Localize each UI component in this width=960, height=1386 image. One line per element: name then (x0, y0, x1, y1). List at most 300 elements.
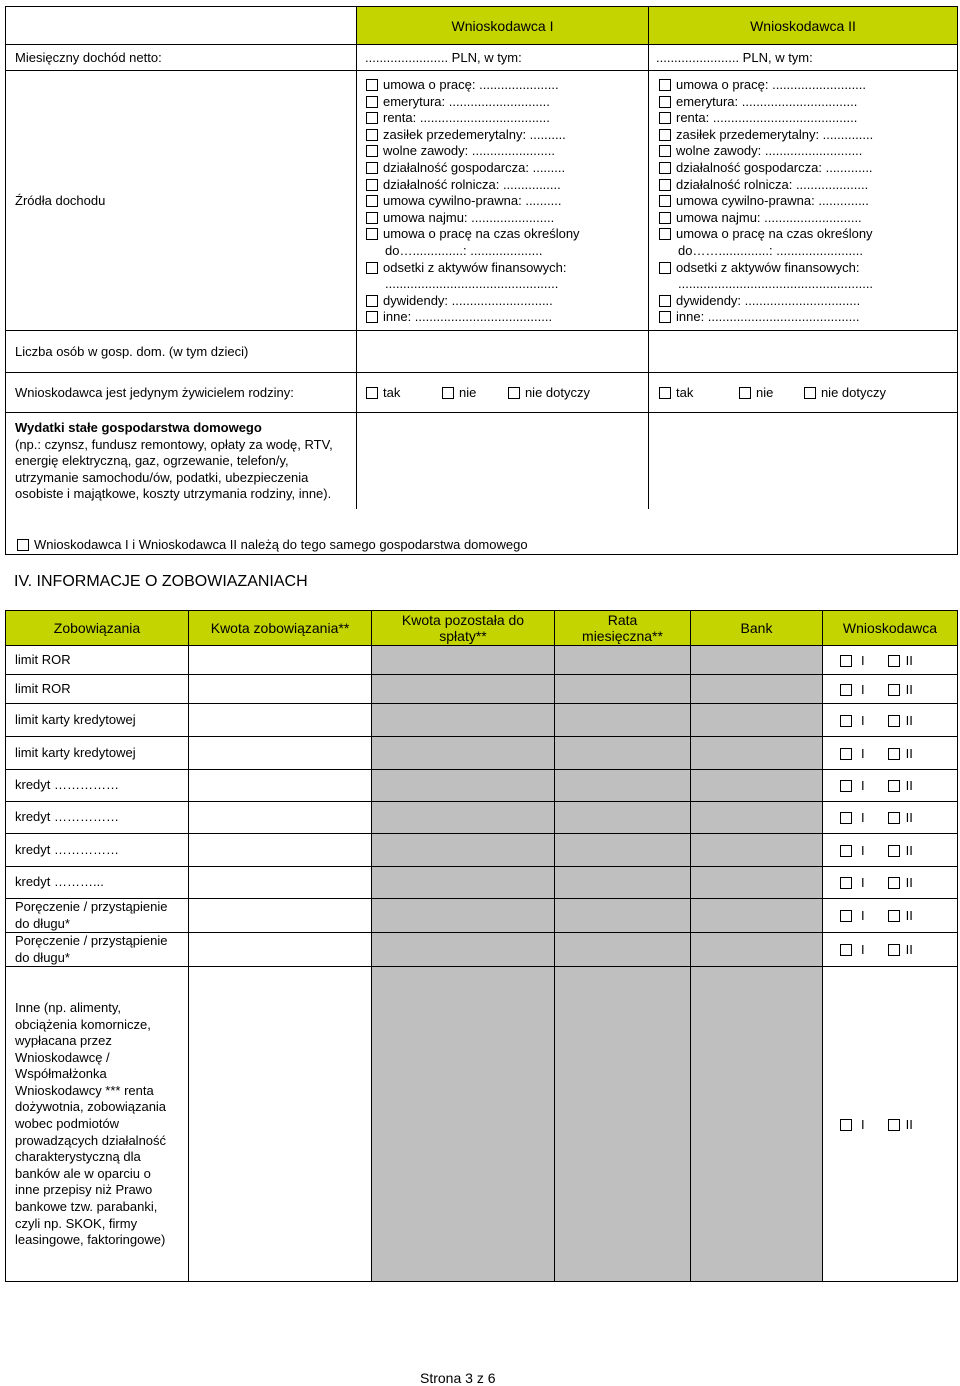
sources-label: Źródła dochodu (15, 193, 106, 208)
liability-row (6, 737, 958, 770)
checkbox-icon[interactable] (840, 812, 852, 824)
checkbox-icon[interactable] (888, 1119, 900, 1131)
expenses-col1-input[interactable] (357, 413, 648, 509)
liability-row (6, 834, 958, 867)
liability-name: kredyt …………… (15, 841, 120, 857)
applicant-ii-label: II (905, 681, 913, 697)
checkbox-icon[interactable] (888, 655, 900, 667)
liability-remaining-input[interactable] (372, 867, 555, 899)
same-household-label: Wnioskodawca I i Wnioskodawca II należą do tego samego gospodarstwa domowego (34, 537, 528, 552)
checkbox-icon[interactable] (888, 910, 900, 922)
applicant-i-label: I (861, 745, 865, 761)
liability-applicant-cell (823, 675, 958, 704)
col-header-remaining-text: Kwota pozostała do spłaty** (401, 612, 525, 644)
liability-remaining-input[interactable] (372, 675, 555, 704)
income-source-label: emerytura: ............................ (383, 93, 550, 109)
checkbox-icon[interactable] (888, 944, 900, 956)
checkbox-icon[interactable] (659, 79, 671, 91)
liability-amount-input[interactable] (189, 770, 372, 802)
liability-row (6, 646, 958, 675)
liability-installment-input[interactable] (555, 704, 691, 737)
header-wnioskodawca-2 (649, 7, 958, 45)
expenses-col2-input[interactable] (649, 413, 957, 509)
liability-amount-input[interactable] (189, 737, 372, 770)
applicant-i-label: I (861, 681, 865, 697)
applicant-ii-label: II (905, 745, 913, 761)
sole-col1-na[interactable] (508, 385, 590, 400)
checkbox-icon[interactable] (888, 845, 900, 857)
checkbox-icon[interactable] (659, 262, 671, 274)
sole-col1 (357, 373, 649, 413)
applicant-ii-label: II (905, 652, 913, 668)
applicant-i-label: I (861, 908, 865, 924)
liability-name: limit karty kredytowej (15, 711, 136, 727)
income-source-label: umowa o pracę: .......................... (676, 77, 867, 92)
checkbox-icon[interactable] (840, 910, 852, 922)
sole-col1-no[interactable] (442, 385, 476, 400)
income-source-label: dywidendy: ............................ (383, 292, 553, 308)
liability-installment-input[interactable] (555, 834, 691, 867)
liability-row (6, 899, 958, 933)
liability-name-cell (6, 933, 189, 967)
applicant-ii-label: II (905, 778, 913, 793)
income-source-item[interactable] (366, 226, 648, 243)
liability-row (6, 675, 958, 704)
page-number: Strona 3 z 6 (420, 1370, 496, 1386)
col-header-rata (555, 611, 691, 646)
income-source-label: działalność gospodarcza: ......... (383, 159, 566, 175)
liability-applicant-cell (823, 737, 958, 770)
applicant-i-option[interactable] (840, 713, 865, 728)
liability-amount-input[interactable] (189, 899, 372, 933)
sole-col1-yes[interactable] (366, 385, 400, 400)
checkbox-icon[interactable] (442, 387, 454, 399)
liability-remaining-input[interactable] (372, 704, 555, 737)
checkbox-icon[interactable] (840, 748, 852, 760)
liability-bank-input[interactable] (691, 802, 823, 834)
section-title: IV. INFORMACJE O ZOBOWIAZANIACH (14, 573, 308, 590)
liability-name: Poręczenie / przystąpienie do długu* (15, 899, 168, 931)
applicant-i-label: I (861, 778, 865, 793)
expenses-text-block (15, 420, 333, 503)
liability-installment-input[interactable] (555, 802, 691, 834)
income-source-label: odsetki z aktywów finansowych: (383, 259, 567, 275)
checkbox-icon[interactable] (366, 262, 378, 274)
income-source-label: ................................................ (385, 276, 559, 292)
checkbox-icon[interactable] (659, 162, 671, 174)
liability-applicant-cell (823, 933, 958, 967)
liability-bank-input[interactable] (691, 867, 823, 899)
liability-amount-input[interactable] (189, 646, 372, 675)
checkbox-icon[interactable] (840, 1119, 852, 1131)
col-header-bank-text: Bank (740, 620, 773, 636)
liability-remaining-input[interactable] (372, 967, 555, 1282)
income-source-item[interactable] (366, 160, 648, 177)
checkbox-icon[interactable] (366, 129, 378, 141)
persons-col2-input[interactable] (649, 331, 958, 373)
income-source-item[interactable] (366, 94, 648, 111)
liability-name-cell (6, 802, 189, 834)
income-source-label: emerytura: ................................ (676, 93, 858, 109)
income-source-label: działalność rolnicza: .................... (676, 176, 869, 192)
liability-name-cell (6, 967, 189, 1282)
checkbox-icon[interactable] (888, 715, 900, 727)
checkbox-icon[interactable] (366, 212, 378, 224)
income-source-item[interactable] (366, 260, 648, 277)
sole-label: Wnioskodawca jest jedynym żywicielem rodziny: (15, 385, 294, 400)
checkbox-icon[interactable] (659, 195, 671, 207)
applicant-i-label: I (861, 652, 865, 668)
income-source-item[interactable] (659, 143, 957, 160)
sole-na-label: nie dotyczy (524, 385, 590, 400)
checkbox-icon[interactable] (888, 684, 900, 696)
income-source-label: ...................................................... (678, 276, 874, 292)
applicant-ii-option[interactable] (888, 942, 913, 957)
checkbox-icon[interactable] (659, 179, 671, 191)
applicant-ii-option[interactable] (888, 875, 913, 890)
income-source-label: umowa cywilno-prawna: .............. (676, 193, 869, 209)
income-source-item[interactable] (659, 160, 957, 177)
income-source-label: zasiłek przedemerytalny: .......... (383, 126, 566, 142)
liability-amount-input[interactable] (189, 704, 372, 737)
income-source-item[interactable] (659, 177, 957, 194)
col-header-installment-text: Rata miesięczna** (582, 612, 663, 644)
same-household-row[interactable] (17, 537, 528, 552)
liability-name: kredyt ………... (15, 874, 104, 890)
liability-installment-input[interactable] (555, 675, 691, 704)
applicant-i-option[interactable] (840, 682, 865, 697)
sole-col2-na[interactable] (804, 385, 886, 400)
applicant-i-option[interactable] (840, 908, 865, 923)
liability-name: kredyt …………… (15, 809, 120, 825)
sources-col2 (649, 71, 958, 331)
col-header-wnioskodawca (823, 611, 958, 646)
income-source-label: odsetki z aktywów finansowych: (676, 259, 860, 275)
income-source-item[interactable] (659, 226, 957, 243)
persons-col1-input[interactable] (357, 331, 649, 373)
liability-name: kredyt …………… (15, 777, 120, 793)
liability-remaining-input[interactable] (372, 899, 555, 933)
persons-label-cell (6, 331, 357, 373)
applicant-i-option[interactable] (840, 746, 865, 761)
liability-installment-input[interactable] (555, 967, 691, 1282)
liability-applicant-cell (823, 704, 958, 737)
sole-label-cell (6, 373, 357, 413)
liability-applicant-cell (823, 770, 958, 802)
income-source-item[interactable] (366, 293, 648, 310)
liability-amount-input[interactable] (189, 967, 372, 1282)
liability-name: limit ROR (15, 680, 71, 696)
liability-name-cell (6, 770, 189, 802)
income-source-label: umowa cywilno-prawna: .......... (383, 193, 562, 209)
checkbox-icon[interactable] (840, 944, 852, 956)
checkbox-icon[interactable] (659, 129, 671, 141)
income-source-label: zasiłek przedemerytalny: .............. (676, 126, 874, 142)
income-source-label: umowa najmu: ....................... (383, 209, 555, 225)
sole-col2 (649, 373, 958, 413)
liability-bank-input[interactable] (691, 646, 823, 675)
liability-amount-input[interactable] (189, 834, 372, 867)
liability-installment-input[interactable] (555, 737, 691, 770)
applicant-ii-option[interactable] (888, 908, 913, 923)
liability-name-cell (6, 899, 189, 933)
sources-col2-list (659, 77, 957, 326)
checkbox-icon[interactable] (366, 195, 378, 207)
applicant-ii-label: II (905, 875, 913, 890)
liability-bank-input[interactable] (691, 899, 823, 933)
checkbox-icon[interactable] (366, 145, 378, 157)
applicant-ii-label: II (905, 1116, 913, 1132)
income-source-item (366, 276, 648, 293)
applicant-ii-option[interactable] (888, 682, 913, 697)
applicant-ii-label: II (905, 712, 913, 728)
header-col2-text: Wnioskodawca II (750, 17, 856, 34)
checkbox-icon[interactable] (888, 877, 900, 889)
applicant-ii-option[interactable] (888, 746, 913, 761)
income-source-label: renta: ........................................ (676, 110, 858, 126)
income-source-item[interactable] (366, 309, 648, 326)
liability-bank-input[interactable] (691, 967, 823, 1282)
income-source-item[interactable] (659, 94, 957, 111)
liability-bank-input[interactable] (691, 704, 823, 737)
checkbox-icon[interactable] (17, 539, 29, 551)
col-header-pozostala (372, 611, 555, 646)
income-source-item[interactable] (366, 177, 648, 194)
income-source-item[interactable] (659, 293, 957, 310)
checkbox-icon[interactable] (659, 212, 671, 224)
checkbox-icon[interactable] (840, 684, 852, 696)
checkbox-icon[interactable] (739, 387, 751, 399)
liability-name: Poręczenie / przystąpienie do długu* (15, 933, 168, 965)
income-source-label: renta: .................................... (383, 110, 550, 126)
expenses-cell (6, 413, 958, 555)
liability-remaining-input[interactable] (372, 802, 555, 834)
col-header-applicant-text: Wnioskodawca (842, 620, 938, 636)
income-source-label: inne: ...................................... (383, 309, 553, 325)
col-header-name-text: Zobowiązania (53, 620, 141, 636)
checkbox-icon[interactable] (366, 112, 378, 124)
checkbox-icon[interactable] (840, 780, 852, 792)
sole-yes-label: tak (383, 385, 401, 400)
checkbox-icon[interactable] (840, 655, 852, 667)
income-source-label: wolne zawody: ....................... (383, 143, 555, 159)
income-source-item[interactable] (659, 309, 957, 326)
persons-label: Liczba osób w gosp. dom. (w tym dzieci) (15, 344, 249, 359)
sole-yes-label: tak (676, 385, 694, 400)
col-header-zobowiazania (6, 611, 189, 646)
expenses-title: Wydatki stałe gospodarstwa domowego (15, 420, 262, 435)
liability-remaining-input[interactable] (372, 834, 555, 867)
sources-col1 (357, 71, 649, 331)
liability-row (6, 704, 958, 737)
liability-name-cell (6, 646, 189, 675)
liability-amount-input[interactable] (189, 867, 372, 899)
applicant-i-option[interactable] (840, 778, 865, 793)
liability-applicant-cell (823, 834, 958, 867)
liability-bank-input[interactable] (691, 770, 823, 802)
liability-installment-input[interactable] (555, 899, 691, 933)
col-header-bank (691, 611, 823, 646)
liability-installment-input[interactable] (555, 867, 691, 899)
checkbox-icon[interactable] (659, 295, 671, 307)
liability-bank-input[interactable] (691, 933, 823, 967)
liability-applicant-cell (823, 899, 958, 933)
sole-no-label: nie (458, 385, 477, 400)
income-source-item (659, 243, 957, 260)
liability-row (6, 802, 958, 834)
liability-bank-input[interactable] (691, 737, 823, 770)
income-source-label: inne: .......................................... (676, 309, 860, 325)
income-source-item[interactable] (659, 193, 957, 210)
applicant-ii-option[interactable] (888, 778, 913, 793)
applicant-i-label: I (861, 942, 865, 958)
liability-name: limit karty kredytowej (15, 744, 136, 760)
liability-amount-input[interactable] (189, 933, 372, 967)
liability-name-cell (6, 675, 189, 704)
liability-amount-input[interactable] (189, 675, 372, 704)
liability-row (6, 867, 958, 899)
applicant-ii-label: II (905, 942, 913, 958)
applicant-ii-option[interactable] (888, 653, 913, 668)
income-source-label: umowa o pracę na czas określony (676, 226, 873, 242)
applicant-i-option[interactable] (840, 942, 865, 957)
applicant-ii-option[interactable] (888, 843, 913, 858)
income-source-label: działalność gospodarcza: ............. (676, 159, 873, 175)
checkbox-icon[interactable] (366, 179, 378, 191)
checkbox-icon[interactable] (366, 387, 378, 399)
income-col1 (357, 45, 649, 71)
sources-col1-list (366, 77, 648, 326)
liability-name: limit ROR (15, 651, 71, 667)
checkbox-icon[interactable] (840, 845, 852, 857)
income-col2-text: ....................... PLN, w tym: (656, 50, 813, 65)
liability-bank-input[interactable] (691, 675, 823, 704)
applicant-ii-label: II (905, 810, 913, 825)
checkbox-icon[interactable] (840, 715, 852, 727)
income-source-item[interactable] (659, 210, 957, 227)
checkbox-icon[interactable] (659, 96, 671, 108)
applicant-ii-label: II (905, 842, 913, 858)
checkbox-icon[interactable] (840, 877, 852, 889)
income-source-item (659, 276, 957, 293)
sole-col2-no[interactable] (739, 385, 773, 400)
checkbox-icon[interactable] (888, 748, 900, 760)
checkbox-icon[interactable] (888, 780, 900, 792)
income-source-item (366, 243, 648, 260)
applicant-i-label: I (861, 842, 865, 858)
income-label: Miesięczny dochód netto: (15, 50, 162, 65)
liability-bank-input[interactable] (691, 834, 823, 867)
income-source-item[interactable] (366, 127, 648, 144)
liability-name: Inne (np. alimenty, obciążenia komornicze, wypłacana przez Wnioskodawcę / Współmałżonka Wnioskodawcy *** renta dożywotnia, zobowiązania wobec podmiotów prowadzących działalność charakterystyczną dla banków ale w oparciu o inne przepisy niż Prawo bankowe tzw. parabanki, czyli np. SKOK, firmy leasingowe, faktoringowe) (15, 999, 167, 1248)
income-source-item[interactable] (366, 110, 648, 127)
checkbox-icon[interactable] (508, 387, 520, 399)
income-source-item[interactable] (659, 110, 957, 127)
header-empty-cell (6, 7, 357, 45)
checkbox-icon[interactable] (366, 311, 378, 323)
income-source-item[interactable] (366, 193, 648, 210)
income-col1-text: ....................... PLN, w tym: (365, 50, 522, 65)
liability-name-cell (6, 737, 189, 770)
income-source-item[interactable] (366, 210, 648, 227)
liability-installment-input[interactable] (555, 646, 691, 675)
income-source-item[interactable] (366, 77, 648, 94)
col-header-amount-text: Kwota zobowiązania** (210, 620, 350, 636)
liability-applicant-cell (823, 867, 958, 899)
applicant-i-label: I (861, 1116, 865, 1132)
income-source-label: wolne zawody: ........................... (676, 143, 863, 159)
income-source-label: do…..............: .................... (385, 242, 543, 258)
header-col1-text: Wnioskodawca I (451, 17, 554, 34)
income-col2 (649, 45, 958, 71)
applicant-i-option[interactable] (840, 1117, 865, 1132)
applicant-ii-option[interactable] (888, 1117, 913, 1132)
checkbox-icon[interactable] (888, 812, 900, 824)
checkbox-icon[interactable] (659, 112, 671, 124)
checkbox-icon[interactable] (804, 387, 816, 399)
liability-name-cell (6, 867, 189, 899)
income-source-item[interactable] (366, 143, 648, 160)
applicant-i-label: I (861, 712, 865, 728)
liability-amount-input[interactable] (189, 802, 372, 834)
checkbox-icon[interactable] (366, 79, 378, 91)
sole-col2-yes[interactable] (659, 385, 693, 400)
liability-remaining-input[interactable] (372, 770, 555, 802)
liability-remaining-input[interactable] (372, 646, 555, 675)
income-source-label: umowa najmu: ........................... (676, 209, 862, 225)
liability-name-cell (6, 704, 189, 737)
income-label-cell (6, 45, 357, 71)
income-source-label: umowa o pracę: ...................... (383, 77, 559, 92)
applicant-ii-label: II (905, 908, 913, 924)
applicant-i-option[interactable] (840, 810, 865, 825)
income-source-label: umowa o pracę na czas określony (383, 226, 580, 242)
checkbox-icon[interactable] (366, 295, 378, 307)
liability-remaining-input[interactable] (372, 737, 555, 770)
checkbox-icon[interactable] (366, 228, 378, 240)
applicant-i-option[interactable] (840, 875, 865, 890)
income-source-item[interactable] (659, 77, 957, 94)
header-wnioskodawca-1 (357, 7, 649, 45)
checkbox-icon[interactable] (366, 96, 378, 108)
sole-no-label: nie (755, 385, 774, 400)
sources-label-cell (6, 71, 357, 331)
liability-applicant-cell (823, 646, 958, 675)
liability-name-cell (6, 834, 189, 867)
applicant-i-option[interactable] (840, 653, 865, 668)
applicant-i-label: I (861, 810, 865, 825)
income-source-item[interactable] (659, 127, 957, 144)
income-source-label: dywidendy: ................................ (676, 292, 861, 308)
liability-installment-input[interactable] (555, 933, 691, 967)
income-source-label: do……..............: ........................ (678, 242, 863, 258)
applicant-ii-option[interactable] (888, 713, 913, 728)
liability-remaining-input[interactable] (372, 933, 555, 967)
liability-row (6, 933, 958, 967)
applicant-income-table (5, 6, 958, 555)
income-source-label: działalność rolnicza: ................ (383, 176, 561, 192)
checkbox-icon[interactable] (366, 162, 378, 174)
checkbox-icon[interactable] (659, 387, 671, 399)
applicant-i-option[interactable] (840, 843, 865, 858)
sole-na-label: nie dotyczy (820, 385, 886, 400)
liability-installment-input[interactable] (555, 770, 691, 802)
income-source-item[interactable] (659, 260, 957, 277)
checkbox-icon[interactable] (659, 311, 671, 323)
checkbox-icon[interactable] (659, 228, 671, 240)
checkbox-icon[interactable] (659, 145, 671, 157)
applicant-ii-option[interactable] (888, 810, 913, 825)
